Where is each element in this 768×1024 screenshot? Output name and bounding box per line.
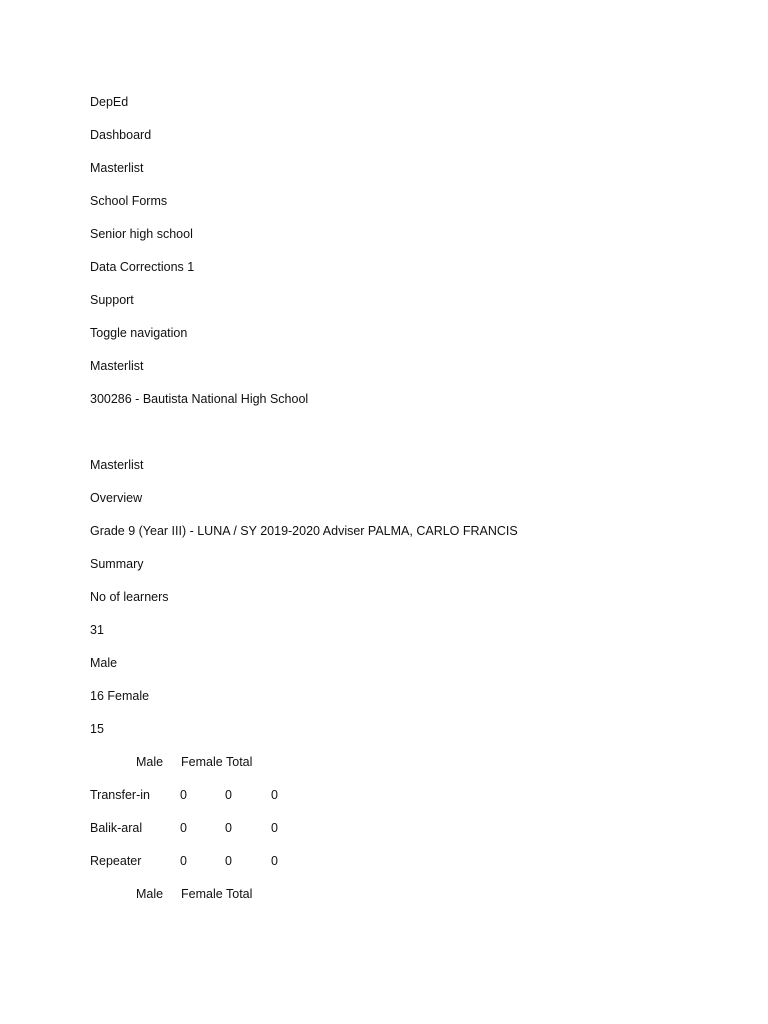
male-label: Male	[90, 656, 118, 670]
header-male: Male	[136, 755, 164, 769]
footer-header-male: Male	[136, 887, 164, 901]
nav-item-data-corrections[interactable]: Data Corrections 1	[90, 260, 195, 274]
footer-header-total: Total	[226, 887, 253, 901]
female-count: 15	[90, 722, 104, 736]
brand-link[interactable]: DepEd	[90, 95, 129, 109]
table-header	[90, 754, 730, 787]
learners-count: 31	[90, 623, 104, 637]
school-name: 300286 - Bautista National High School	[90, 392, 309, 406]
row-total: 0	[271, 854, 278, 868]
row-female: 0	[225, 854, 232, 868]
nav-item-masterlist[interactable]: Masterlist	[90, 161, 144, 175]
row-female: 0	[225, 788, 232, 802]
document-page	[90, 94, 730, 919]
table-row	[90, 787, 730, 820]
nav-item-dashboard[interactable]: Dashboard	[90, 128, 152, 142]
table-footer-header	[90, 886, 730, 919]
tab-overview[interactable]: Overview	[90, 491, 143, 505]
row-label: Repeater	[90, 854, 142, 868]
nav-item-support[interactable]: Support	[90, 293, 134, 307]
nav-item-school-forms[interactable]: School Forms	[90, 194, 168, 208]
row-total: 0	[271, 821, 278, 835]
female-line: 16 Female	[90, 689, 150, 703]
row-label: Transfer-in	[90, 788, 150, 802]
spacer	[90, 424, 730, 457]
table-row	[90, 853, 730, 886]
row-label: Balik-aral	[90, 821, 143, 835]
nav-item-senior-high-school[interactable]: Senior high school	[90, 227, 193, 241]
header-female: Female	[181, 755, 223, 769]
footer-header-female: Female	[181, 887, 223, 901]
toggle-navigation-button[interactable]: Toggle navigation	[90, 326, 188, 340]
section-info: Grade 9 (Year III) - LUNA / SY 2019-2020 Adviser PALMA, CARLO FRANCIS	[90, 524, 518, 538]
learners-label: No of learners	[90, 590, 169, 604]
row-female: 0	[225, 821, 232, 835]
header-total: Total	[226, 755, 253, 769]
row-male: 0	[180, 788, 187, 802]
row-male: 0	[180, 854, 187, 868]
page-title: Masterlist	[90, 359, 144, 373]
content-title: Masterlist	[90, 458, 144, 472]
row-total: 0	[271, 788, 278, 802]
table-row	[90, 820, 730, 853]
summary-label: Summary	[90, 557, 144, 571]
row-male: 0	[180, 821, 187, 835]
